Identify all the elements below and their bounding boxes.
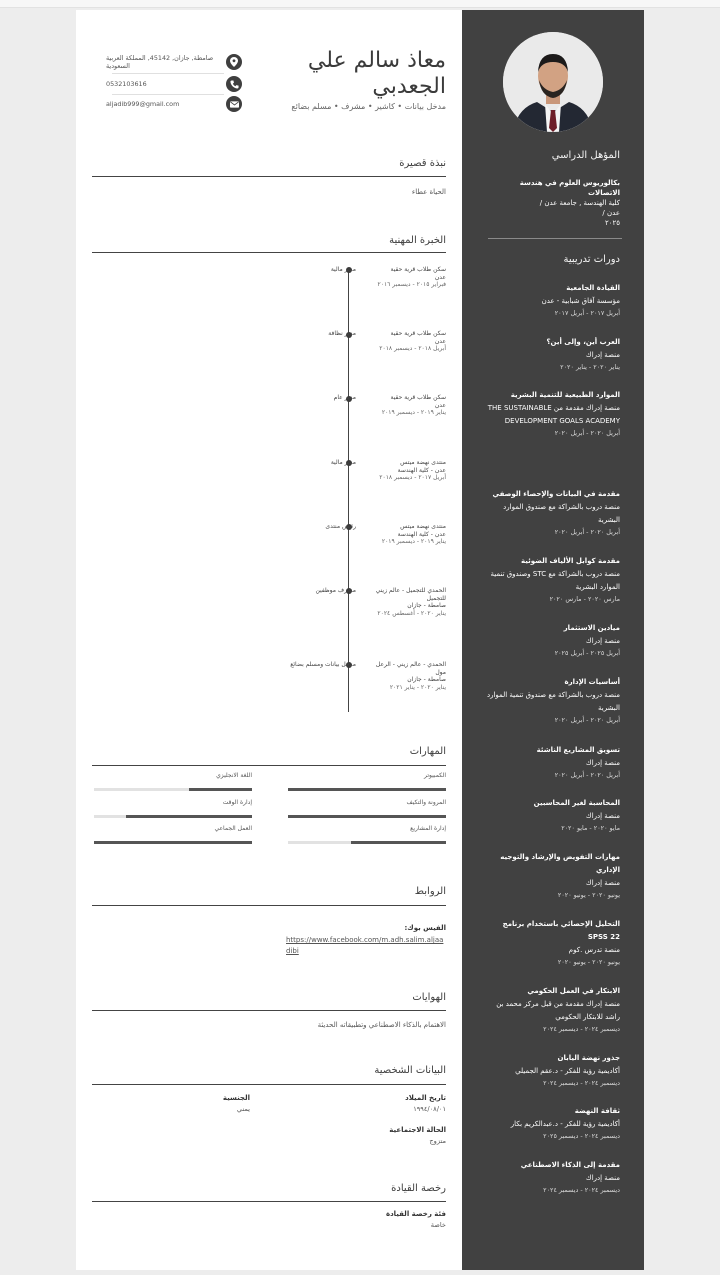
job-city: عدن <box>434 337 446 345</box>
job-org-name: الحمدي للتجميل - عالم زيني للتجميل <box>375 587 446 602</box>
course-title: مقدمة في البيانات والإحصاء الوصفي <box>492 490 620 498</box>
skill-item <box>288 825 446 851</box>
course-org: أكاديمية رؤية للفكر - د.عقم الجميلي <box>515 1067 620 1075</box>
job-organization <box>374 330 446 353</box>
course-title: العرب أين، وإلى أين؟ <box>546 338 620 346</box>
hobbies-text: الاهتمام بالذكاء الاصطناعي وتطبيقاته الحديثة <box>317 1021 446 1029</box>
contact-email[interactable] <box>106 96 242 112</box>
course-org: منصة دروب بالشراكة مع صندوق تنمية الموارد البشرية <box>486 691 620 712</box>
course-dates: ديسمبر ٢٠٢٤ - ديسمبر ٢٠٢٥ <box>543 1132 620 1140</box>
experience-heading: الخبرة المهنية <box>389 235 446 246</box>
contact-address-text: صامطة, جازان, 45142, المملكة العربية السعودية <box>106 54 214 70</box>
course-item <box>486 676 620 725</box>
location-pin-icon <box>226 54 242 70</box>
browser-top-bar <box>0 0 720 8</box>
course-item <box>486 985 620 1034</box>
course-dates: ديسمبر ٢٠٢٤ - ديسمبر ٢٠٢٤ <box>543 1186 620 1194</box>
experience-rule <box>92 252 446 253</box>
job-dates: فبراير ٢٠١٥ - ديسمبر ٢٠١٦ <box>377 281 446 288</box>
skill-level-fill <box>94 841 252 844</box>
course-title: ميادين الاستثمار <box>563 624 620 632</box>
phone-icon <box>226 76 242 92</box>
facebook-link[interactable]: https://www.facebook.com/m.adh.salim.aljaadibi <box>286 936 444 955</box>
course-item <box>486 744 620 780</box>
course-item <box>486 336 620 372</box>
nationality-value: يمني <box>236 1105 250 1113</box>
skills-heading: المهارات <box>409 746 446 757</box>
skill-name: إدارة المشاريع <box>410 825 446 832</box>
course-item <box>486 488 620 537</box>
job-dates: أبريل ٢٠١٧ - ديسمبر ٢٠١٨ <box>379 474 446 481</box>
envelope-icon <box>226 96 242 112</box>
license-label: فئة رخصة القيادة <box>385 1210 446 1218</box>
contact-divider <box>112 94 224 95</box>
course-dates: ديسمبر ٢٠٢٤ - ديسمبر ٢٠٢٤ <box>543 1025 620 1033</box>
skill-bar <box>94 788 252 791</box>
contact-address <box>106 54 242 70</box>
skill-bar <box>94 841 252 844</box>
course-item <box>486 282 620 318</box>
candidate-title: مدخل بيانات • كاشير • مشرف • مسلم بضائع <box>291 102 446 111</box>
course-dates: أبريل ٢٠٢٠ - أبريل ٢٠٢٠ <box>554 716 620 724</box>
skill-name: المرونة والتكيف <box>406 799 446 806</box>
job-org-name: الحمدي - عالم زيني - الرعل مول <box>375 661 446 676</box>
skill-item <box>94 825 252 851</box>
skill-level-fill <box>126 815 252 818</box>
links-heading: الروابط <box>414 886 446 897</box>
skill-item <box>288 772 446 798</box>
course-dates: ديسمبر ٢٠٢٤ - ديسمبر ٢٠٢٤ <box>543 1079 620 1087</box>
job-organization <box>374 661 446 691</box>
course-org: منصة إدراك مقدمة من THE SUSTAINABLE DEVELOPMENT GOALS ACADEMY <box>487 404 620 425</box>
hobbies-rule <box>92 1010 446 1011</box>
course-item <box>486 1105 620 1141</box>
marital-status-value: متزوج <box>429 1137 446 1145</box>
course-item <box>486 797 620 833</box>
birth-date-value: ١٩٩٤/٠٨/٠١ <box>413 1105 446 1113</box>
job-city: عدن - كلية الهندسة <box>397 530 446 538</box>
course-title: جذور نهضة اليابان <box>557 1054 620 1062</box>
job-role: مدير نظافة <box>328 330 356 337</box>
education-entry <box>486 178 620 228</box>
courses-heading: دورات تدريبية <box>563 254 620 265</box>
job-org-name: سكن طلاب قرية حقية <box>390 394 446 401</box>
skill-level-fill <box>351 841 446 844</box>
license-value: خاصة <box>430 1221 446 1229</box>
job-dates: يناير ٢٠١٩ - ديسمبر ٢٠١٩ <box>381 538 446 545</box>
course-org: منصة دروب بالشراكة مع STC وصندوق تنمية الموارد البشرية <box>490 570 620 591</box>
skill-name: العمل الجماعي <box>214 825 252 832</box>
hobbies-heading: الهوايات <box>412 992 446 1003</box>
marital-status-label: الحالة الاجتماعية <box>389 1126 446 1134</box>
course-org: منصة إدراك مقدمة من قبل مركز محمد بن راشد للابتكار الحكومي <box>496 1000 620 1021</box>
course-title: أساسيات الإدارة <box>564 678 620 686</box>
skill-name: اللغة الانجليزي <box>216 772 252 779</box>
job-organization <box>374 394 446 417</box>
skill-name: الكمبيوتر <box>424 772 446 779</box>
skill-item <box>94 799 252 825</box>
skill-item <box>288 799 446 825</box>
course-dates: مايو ٢٠٢٠ - مايو ٢٠٢٠ <box>561 824 620 832</box>
skill-level-fill <box>288 815 446 818</box>
course-title: مقدمة إلى الذكاء الاصطناعي <box>520 1161 620 1169</box>
facebook-label: الفيس بوك: <box>404 924 446 932</box>
skill-level-fill <box>288 788 446 791</box>
course-title: التحليل الإحصائي باستخدام برنامج SPSS 22 <box>502 920 620 941</box>
contact-phone-text: 0532103616 <box>106 80 147 88</box>
nationality-label: الجنسية <box>222 1094 250 1102</box>
job-city: صامطة - جازان <box>407 676 446 683</box>
summary-text: الحياة عطاء <box>411 188 446 196</box>
course-item <box>486 622 620 658</box>
course-title: القيادة الجامعية <box>566 284 620 292</box>
job-role: مشرف موظفين <box>315 587 356 594</box>
resume-main <box>76 10 462 1270</box>
education-heading: المؤهل الدراسي <box>551 150 620 161</box>
job-role: مدير عام <box>333 394 356 401</box>
course-dates: أبريل ٢٠٢٠ - أبريل ٢٠٢٠ <box>554 429 620 437</box>
skills-rule <box>92 765 446 766</box>
skill-item <box>94 772 252 798</box>
job-role: مدير مالية <box>330 266 356 273</box>
course-title: المحاسبة لغير المحاسبين <box>533 799 620 807</box>
course-dates: أبريل ٢٠١٧ - أبريل ٢٠١٧ <box>554 309 620 317</box>
course-item <box>486 555 620 604</box>
personal-heading: البيانات الشخصية <box>374 1065 446 1076</box>
job-dates: يناير ٢٠٢٠ - يناير ٢٠٢١ <box>389 683 446 691</box>
course-item <box>486 1159 620 1195</box>
skill-level-fill <box>189 788 252 791</box>
skill-bar <box>288 815 446 818</box>
skill-bar <box>288 788 446 791</box>
job-role: مدير مالية <box>330 459 356 466</box>
course-title: تسويق المشاريع الناشئة <box>536 746 620 754</box>
job-dates: يناير ٢٠٢٠ - أغسطس ٢٠٢٤ <box>377 609 446 617</box>
contact-phone[interactable] <box>106 76 242 92</box>
sidebar-divider <box>488 238 622 239</box>
course-title: ثقافة النهضة <box>574 1107 620 1115</box>
license-heading: رخصة القيادة <box>391 1183 446 1194</box>
summary-rule <box>92 176 446 177</box>
job-org-name: منتدى نهضة ميتس <box>400 459 446 466</box>
resume-page <box>76 10 644 1270</box>
course-org: منصة دروب بالشراكة مع صندوق الموارد البشرية <box>503 503 620 524</box>
course-org: منصة إدراك <box>585 812 620 820</box>
profile-photo <box>503 32 603 132</box>
skill-bar <box>288 841 446 844</box>
job-dates: أبريل ٢٠١٨ - ديسمبر ٢٠١٨ <box>379 345 446 352</box>
birth-date-label: تاريخ الميلاد <box>405 1094 446 1102</box>
job-organization <box>374 266 446 289</box>
job-city: صامطة - جازان <box>407 602 446 609</box>
education-institution: كلية الهندسة , جامعة عدن / <box>539 199 620 207</box>
job-city: عدن - كلية الهندسة <box>397 466 446 474</box>
job-role: رئيس منتدى <box>325 523 356 530</box>
course-org: منصة إدراك <box>585 637 620 645</box>
course-org: منصة إدراك <box>585 351 620 359</box>
skill-bar <box>94 815 252 818</box>
course-org: منصة إدراك <box>585 879 620 887</box>
course-item <box>486 389 620 438</box>
skill-name: إدارة الوقت <box>222 799 252 806</box>
course-item <box>486 918 620 967</box>
links-rule <box>92 905 446 906</box>
course-title: مقدمة كوابل الألياف الضوئية <box>521 557 620 565</box>
summary-heading: نبذة قصيرة <box>399 158 446 169</box>
course-dates: أبريل ٢٠٢٠ - أبريل ٢٠٢٠ <box>554 771 620 779</box>
course-dates: أبريل ٢٠٢٠ - أبريل ٢٠٢٠ <box>554 528 620 536</box>
job-city: عدن <box>434 273 446 281</box>
contact-divider <box>112 73 224 74</box>
course-org: منصة تدرس .كوم <box>568 946 620 954</box>
course-title: الموارد الطبيعية للتنمية البشرية <box>510 391 620 399</box>
candidate-name: معاذ سالم علي الجعدبي <box>307 48 446 99</box>
education-degree: بكالوريوس العلوم في هندسة الاتصالات <box>519 179 620 197</box>
education-city: عدن / <box>602 209 620 217</box>
course-dates: يونيو ٢٠٢٠ - يونيو ٢٠٢٠ <box>557 958 620 966</box>
course-dates: يونيو ٢٠٢٠ - يونيو ٢٠٢٠ <box>557 891 620 899</box>
job-dates: يناير ٢٠١٩ - ديسمبر ٢٠١٩ <box>381 409 446 416</box>
course-dates: أبريل ٢٠٢٥ - أبريل ٢٠٢٥ <box>554 649 620 657</box>
course-org: مؤسسة آفاق شبابية - عدن <box>541 297 620 305</box>
course-org: منصة إدراك <box>585 759 620 767</box>
license-rule <box>92 1201 446 1202</box>
job-organization <box>374 459 446 482</box>
job-organization <box>374 587 446 617</box>
course-dates: يناير ٢٠٢٠ - يناير ٢٠٢٠ <box>560 363 620 371</box>
job-org-name: سكن طلاب قرية حقية <box>390 266 446 273</box>
course-item <box>486 851 620 900</box>
course-org: منصة إدراك <box>585 1174 620 1182</box>
course-item <box>486 1052 620 1088</box>
job-organization <box>374 523 446 546</box>
job-org-name: سكن طلاب قرية حقية <box>390 330 446 337</box>
personal-rule <box>92 1084 446 1085</box>
education-year: ٢٠٢٥ <box>604 219 620 227</box>
course-title: الابتكار في العمل الحكومي <box>527 987 620 995</box>
resume-sidebar <box>462 10 644 1270</box>
course-title: مهارات التفويض والإرشاد والتوجيه الإداري <box>500 853 620 874</box>
job-role: مدخل بيانات ومسلم بضائع <box>290 661 356 668</box>
contact-email-text: aljadib999@gmail.com <box>106 100 180 108</box>
job-org-name: منتدى نهضة ميتس <box>400 523 446 530</box>
job-city: عدن <box>434 401 446 409</box>
course-dates: مارس ٢٠٢٠ - مارس ٢٠٢٠ <box>549 595 620 603</box>
course-org: أكاديمية رؤية للفكر - د.عبدالكريم بكار <box>510 1120 620 1128</box>
